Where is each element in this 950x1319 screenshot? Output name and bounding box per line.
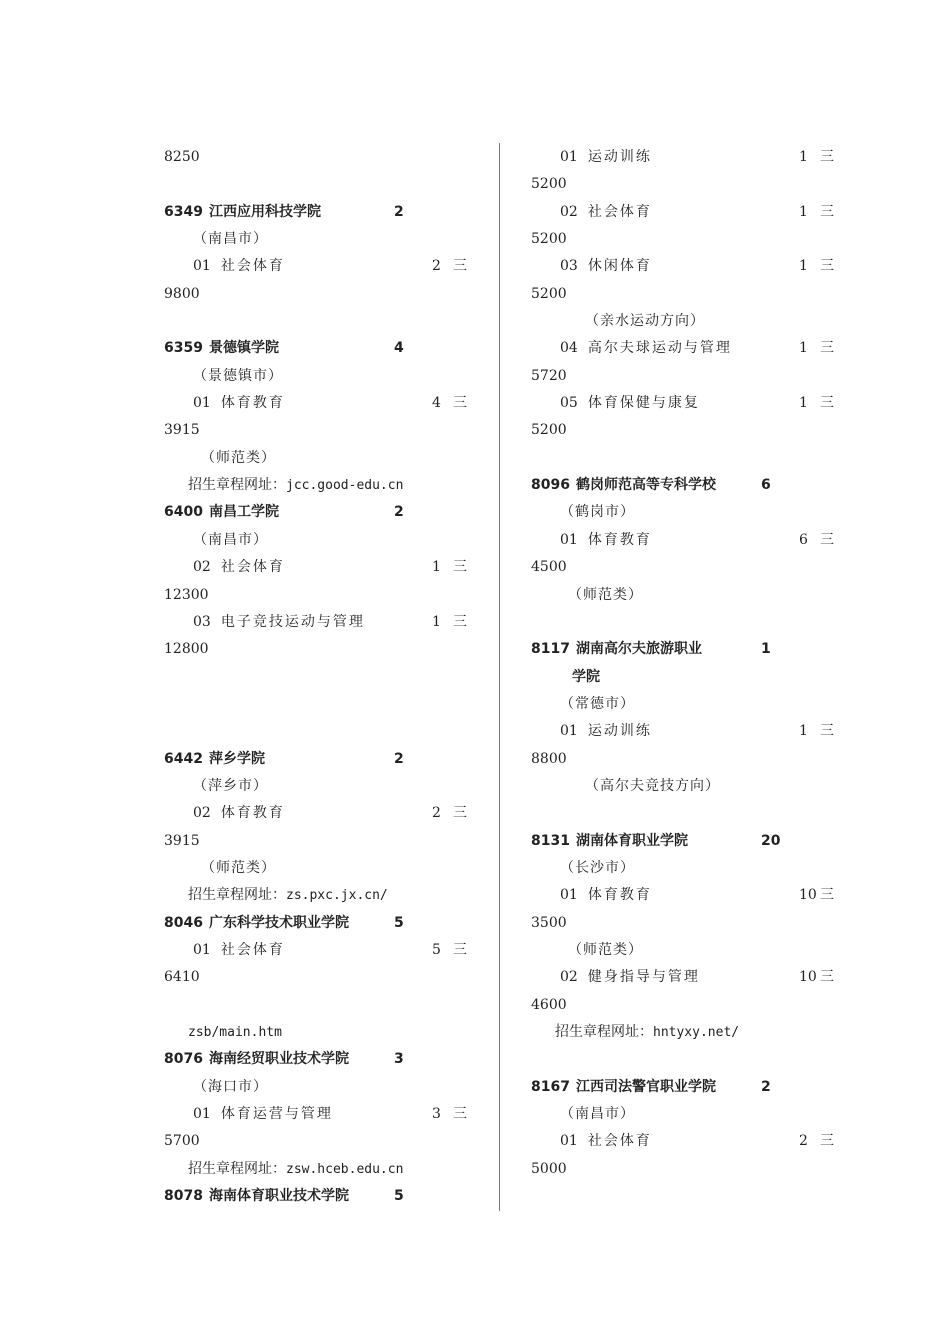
school-header	[164, 910, 494, 937]
major-code: 03	[560, 258, 578, 275]
school-city: （南昌市）	[560, 1106, 635, 1123]
tuition-fee: 5720	[531, 367, 567, 384]
admission-url-value: hntyxy.net/	[653, 1025, 740, 1040]
major-row	[531, 1128, 861, 1155]
major-level: 三	[453, 941, 467, 958]
major-row	[164, 1101, 494, 1128]
school-city: （长沙市）	[560, 859, 635, 876]
major-name: 休闲体育	[587, 258, 652, 275]
school-header	[164, 746, 494, 773]
major-code: 02	[193, 805, 211, 822]
school-name-continued	[531, 664, 861, 691]
major-code: 01	[193, 258, 211, 275]
tuition-fee: 6410	[164, 969, 200, 986]
school-code: 6442	[164, 750, 203, 767]
major-level: 三	[453, 559, 467, 576]
tuition-fee: 4600	[531, 996, 567, 1013]
major-quota: 1	[799, 723, 808, 740]
admission-url	[531, 1019, 861, 1046]
major-name: 运动训练	[587, 149, 652, 165]
blank-line	[531, 800, 861, 827]
major-name: 社会体育	[220, 941, 285, 958]
major-row	[164, 253, 494, 280]
major-code: 02	[560, 969, 578, 986]
blank-line	[164, 308, 494, 335]
major-code: 01	[560, 531, 578, 548]
major-level: 三	[453, 613, 467, 630]
major-name: 体育教育	[587, 887, 652, 904]
school-name: 江西应用科技学院	[208, 203, 321, 220]
school-code: 8078	[164, 1188, 203, 1205]
major-row	[531, 335, 861, 362]
major-code: 05	[560, 395, 578, 412]
major-note: （师范类）	[201, 449, 276, 466]
major-name: 体育教育	[587, 531, 652, 548]
school-header	[164, 1183, 494, 1210]
tuition-fee: 4500	[531, 559, 567, 576]
major-level: 三	[820, 149, 834, 165]
blank-line	[164, 718, 494, 745]
tuition-fee: 3915	[164, 832, 200, 849]
school-quota: 2	[394, 203, 404, 220]
school-code: 8117	[531, 641, 570, 658]
major-row	[164, 554, 494, 581]
major-row	[164, 937, 494, 964]
admission-url	[164, 1156, 494, 1183]
school-quota: 4	[394, 340, 404, 357]
school-code: 8076	[164, 1051, 203, 1068]
major-quota: 1	[432, 613, 441, 630]
tuition-fee: 8800	[531, 750, 567, 767]
major-name: 电子竞技运动与管理	[220, 613, 365, 630]
school-name: 鹤岗师范高等专科学校	[575, 477, 716, 494]
school-name: 江西司法警官职业学院	[575, 1078, 716, 1095]
major-quota: 4	[432, 395, 441, 412]
major-code: 03	[193, 613, 211, 630]
major-name: 社会体育	[587, 203, 652, 220]
school-name: 南昌工学院	[208, 504, 279, 521]
major-row	[531, 199, 861, 226]
school-quota: 1	[761, 641, 771, 658]
admission-url-label: 招生章程网址：	[188, 887, 286, 904]
column-divider	[499, 143, 500, 1211]
admission-url-value: zsb/main.htm	[188, 1025, 282, 1040]
school-quota: 6	[761, 477, 771, 494]
tuition-fee: 5200	[531, 285, 567, 302]
tuition-fee: 8250	[164, 149, 200, 165]
major-quota: 1	[799, 258, 808, 275]
school-header	[164, 335, 494, 362]
school-city: （海口市）	[193, 1078, 268, 1095]
school-code: 8046	[164, 914, 203, 931]
major-code: 01	[560, 1133, 578, 1150]
major-level: 三	[820, 887, 834, 904]
school-name: 萍乡学院	[208, 750, 265, 767]
major-quota: 2	[432, 258, 441, 275]
major-code: 01	[560, 149, 578, 165]
major-name: 运动训练	[587, 723, 652, 740]
school-header	[531, 828, 861, 855]
major-name: 社会体育	[587, 1133, 652, 1150]
admission-url	[164, 472, 494, 499]
major-level: 三	[453, 805, 467, 822]
tuition-fee: 3915	[164, 422, 200, 439]
major-row	[531, 253, 861, 280]
school-name: 景德镇学院	[208, 340, 279, 357]
major-level: 三	[453, 258, 467, 275]
major-name: 社会体育	[220, 559, 285, 576]
major-level: 三	[820, 258, 834, 275]
major-level: 三	[453, 395, 467, 412]
school-name: 海南体育职业技术学院	[208, 1188, 349, 1205]
blank-line	[531, 1046, 861, 1073]
school-code: 8096	[531, 477, 570, 494]
admission-url-value: jcc.good-edu.cn	[286, 478, 404, 494]
admission-url-value: zsw.hceb.edu.cn	[286, 1161, 404, 1177]
major-level: 三	[820, 531, 834, 548]
major-quota: 1	[799, 149, 808, 165]
major-quota: 3	[432, 1106, 441, 1123]
school-header	[164, 499, 494, 526]
major-level: 三	[820, 969, 834, 986]
major-note: （师范类）	[568, 941, 643, 958]
major-direction-note: （亲水运动方向）	[585, 313, 705, 330]
tuition-fee: 5700	[164, 1133, 200, 1150]
major-code: 04	[560, 340, 578, 357]
right-column	[531, 144, 861, 1183]
school-header	[164, 1046, 494, 1073]
major-name: 体育教育	[220, 805, 285, 822]
school-name: 湖南高尔夫旅游职业	[575, 641, 702, 658]
major-level: 三	[453, 1106, 467, 1123]
school-city: （南昌市）	[193, 531, 268, 548]
major-row	[531, 964, 861, 991]
major-code: 01	[193, 1106, 211, 1123]
admission-url-value: zs.pxc.jx.cn/	[286, 888, 388, 904]
major-level: 三	[820, 203, 834, 220]
blank-line	[164, 992, 494, 1019]
school-quota: 5	[394, 1188, 404, 1205]
major-quota: 10	[799, 969, 817, 986]
school-name: 海南经贸职业技术学院	[208, 1051, 349, 1068]
major-code: 02	[193, 559, 211, 576]
school-code: 6400	[164, 504, 203, 521]
major-row	[531, 144, 861, 171]
school-header	[531, 472, 861, 499]
major-code: 01	[193, 395, 211, 412]
tuition-fee: 5000	[531, 1160, 567, 1177]
tuition-fee: 5200	[531, 176, 567, 193]
major-quota: 1	[799, 340, 808, 357]
major-level: 三	[820, 340, 834, 357]
blank-line	[531, 609, 861, 636]
school-name-wrap: 学院	[572, 668, 600, 685]
major-name: 高尔夫球运动与管理	[587, 340, 732, 357]
major-quota: 2	[799, 1133, 808, 1150]
major-row	[531, 882, 861, 909]
admission-url	[164, 882, 494, 909]
school-code: 6359	[164, 340, 203, 357]
major-code: 02	[560, 203, 578, 220]
major-row	[164, 800, 494, 827]
school-city: （鹤岗市）	[560, 504, 635, 521]
major-name: 健身指导与管理	[587, 969, 700, 986]
major-row	[531, 390, 861, 417]
major-level: 三	[820, 395, 834, 412]
major-level: 三	[820, 1133, 834, 1150]
tuition-fee: 5200	[531, 231, 567, 248]
major-row	[531, 527, 861, 554]
blank-line	[164, 171, 494, 198]
school-quota: 2	[761, 1078, 771, 1095]
major-row	[164, 390, 494, 417]
admission-url	[164, 1019, 494, 1046]
major-quota: 1	[799, 395, 808, 412]
major-code: 01	[560, 887, 578, 904]
school-header	[531, 1074, 861, 1101]
major-direction-note: （高尔夫竞技方向）	[585, 777, 720, 794]
major-row	[164, 609, 494, 636]
major-quota: 6	[799, 531, 808, 548]
school-city: （常德市）	[560, 695, 635, 712]
school-code: 8167	[531, 1078, 570, 1095]
school-quota: 5	[394, 914, 404, 931]
tuition-fee: 5200	[531, 422, 567, 439]
admission-url-label: 招生章程网址：	[555, 1024, 653, 1040]
major-code: 01	[193, 941, 211, 958]
major-level: 三	[820, 723, 834, 740]
school-city: （南昌市）	[193, 231, 268, 248]
major-name: 体育教育	[220, 395, 285, 412]
school-code: 8131	[531, 832, 570, 849]
school-quota: 2	[394, 504, 404, 521]
major-quota: 10	[799, 887, 817, 904]
major-note: （师范类）	[568, 586, 643, 603]
tuition-fee: 3500	[531, 914, 567, 931]
major-quota: 1	[799, 203, 808, 220]
major-name: 体育保健与康复	[587, 395, 700, 412]
school-name: 湖南体育职业学院	[575, 832, 688, 849]
tuition-fee: 9800	[164, 285, 200, 302]
school-header	[531, 636, 861, 663]
major-quota: 2	[432, 805, 441, 822]
school-city: （萍乡市）	[193, 777, 268, 794]
major-name: 社会体育	[220, 258, 285, 275]
tuition-fee: 12300	[164, 586, 209, 603]
major-quota: 1	[432, 559, 441, 576]
blank-line	[531, 445, 861, 472]
left-column	[164, 144, 494, 1210]
school-header	[164, 199, 494, 226]
tuition-fee: 12800	[164, 641, 209, 658]
major-row	[531, 718, 861, 745]
major-name: 体育运营与管理	[220, 1106, 333, 1123]
admission-url-label: 招生章程网址：	[188, 477, 286, 494]
major-note: （师范类）	[201, 859, 276, 876]
school-quota: 3	[394, 1051, 404, 1068]
school-quota: 2	[394, 750, 404, 767]
school-city: （景德镇市）	[193, 367, 283, 384]
major-code: 01	[560, 723, 578, 740]
blank-line	[164, 691, 494, 718]
admission-url-label: 招生章程网址：	[188, 1160, 286, 1177]
school-name: 广东科学技术职业学院	[208, 914, 349, 931]
major-quota: 5	[432, 941, 441, 958]
school-code: 6349	[164, 203, 203, 220]
blank-line	[164, 664, 494, 691]
school-quota: 20	[761, 832, 781, 849]
